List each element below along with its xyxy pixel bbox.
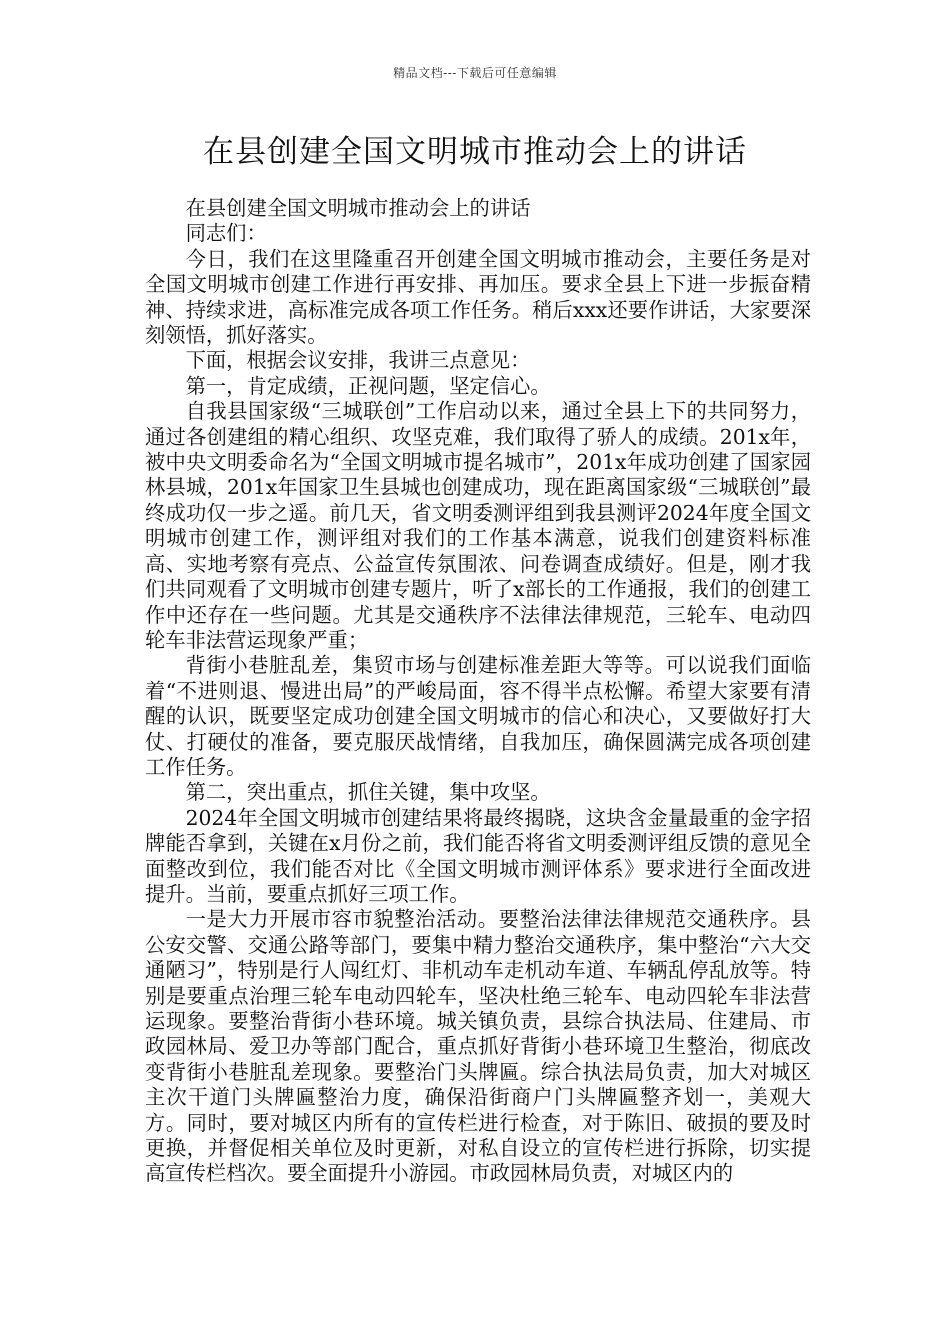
document-body bbox=[145, 196, 811, 1187]
document-title: 在县创建全国文明城市推动会上的讲话 bbox=[203, 134, 747, 170]
body-paragraph: 一是大力开展市容市貌整治活动。要整治法律法律规范交通秩序。县公安交警、交通公路等部门，要集中精力整治交通秩序，集中整治“六大交通陋习”，特别是行人闯红灯、非机动车走机动车道、车辆乱停乱放等。特别是要重点治理三轮车电动四轮车，坚决杜绝三轮车、电动四轮车非法营运现象。要整治背街小巷环境。城关镇负责，县综合执法局、住建局、市政园林局、爱卫办等部门配合，重点抓好背街小巷环境卫生整治，彻底改变背街小巷脏乱差现象。要整治门头牌匾。综合执法局负责，加大对城区主次干道门头牌匾整治力度，确保沿街商户门头牌匾整齐划一，美观大方。同时，要对城区内所有的宣传栏进行检查，对于陈旧、破损的要及时更换，并督促相关单位及时更新，对私自设立的宣传栏进行拆除，切实提高宣传栏档次。要全面提升小游园。市政园林局负责，对城区内的 bbox=[145, 907, 811, 1186]
body-paragraph: 背街小巷脏乱差，集贸市场与创建标准差距大等等。可以说我们面临着“不进则退、慢进出局”的严峻局面，容不得半点松懈。希望大家要有清醒的认识，既要坚定成功创建全国文明城市的信心和决心，又要做好打大仗、打硬仗的准备，要克服厌战情绪，自我加压，确保圆满完成各项创建工作任务。 bbox=[145, 653, 811, 779]
body-paragraph: 今日，我们在这里隆重召开创建全国文明城市推动会，主要任务是对全国文明城市创建工作进行再安排、再加压。要求全县上下进一步振奋精神、持续求进，高标准完成各项工作任务。稍后xxx还要作讲话，大家要深刻领悟，抓好落实。 bbox=[145, 246, 811, 348]
body-paragraph: 自我县国家级“三城联创”工作启动以来，通过全县上下的共同努力，通过各创建组的精心组织、攻坚克难，我们取得了骄人的成绩。201x年，被中央文明委命名为“全国文明城市提名城市”，201x年成功创建了国家园林县城，201x年国家卫生县城也创建成功，现在距离国家级“三城联创”最终成功仅一步之遥。前几天，省文明委测评组到我县测评2024年度全国文明城市创建工作，测评组对我们的工作基本满意，说我们创建资料标准高、实地考察有亮点、公益宣传氛围浓、问卷调查成绩好。但是，刚才我们共同观看了文明城市创建专题片，听了x部长的工作通报，我们的创建工作中还存在一些问题。尤其是交通秩序不法律法律规范，三轮车、电动四轮车非法营运现象严重； bbox=[145, 399, 811, 652]
section-heading: 第一，肯定成绩，正视问题，坚定信心。 bbox=[185, 373, 551, 398]
header-note: 精品文档---下载后可任意编辑 bbox=[393, 66, 557, 80]
section-heading: 第二，突出重点，抓住关键，集中攻坚。 bbox=[185, 780, 551, 805]
body-paragraph: 同志们： bbox=[185, 221, 267, 246]
body-paragraph: 在县创建全国文明城市推动会上的讲话 bbox=[185, 196, 531, 220]
body-paragraph: 2024年全国文明城市创建结果将最终揭晓，这块含金量最重的金字招牌能否拿到，关键在x月份之前，我们能否将省文明委测评组反馈的意见全面整改到位，我们能否对比《全国文明城市测评体系》要求进行全面改进提升。当前，要重点抓好三项工作。 bbox=[145, 805, 811, 906]
body-paragraph: 下面，根据会议安排，我讲三点意见： bbox=[185, 348, 531, 373]
